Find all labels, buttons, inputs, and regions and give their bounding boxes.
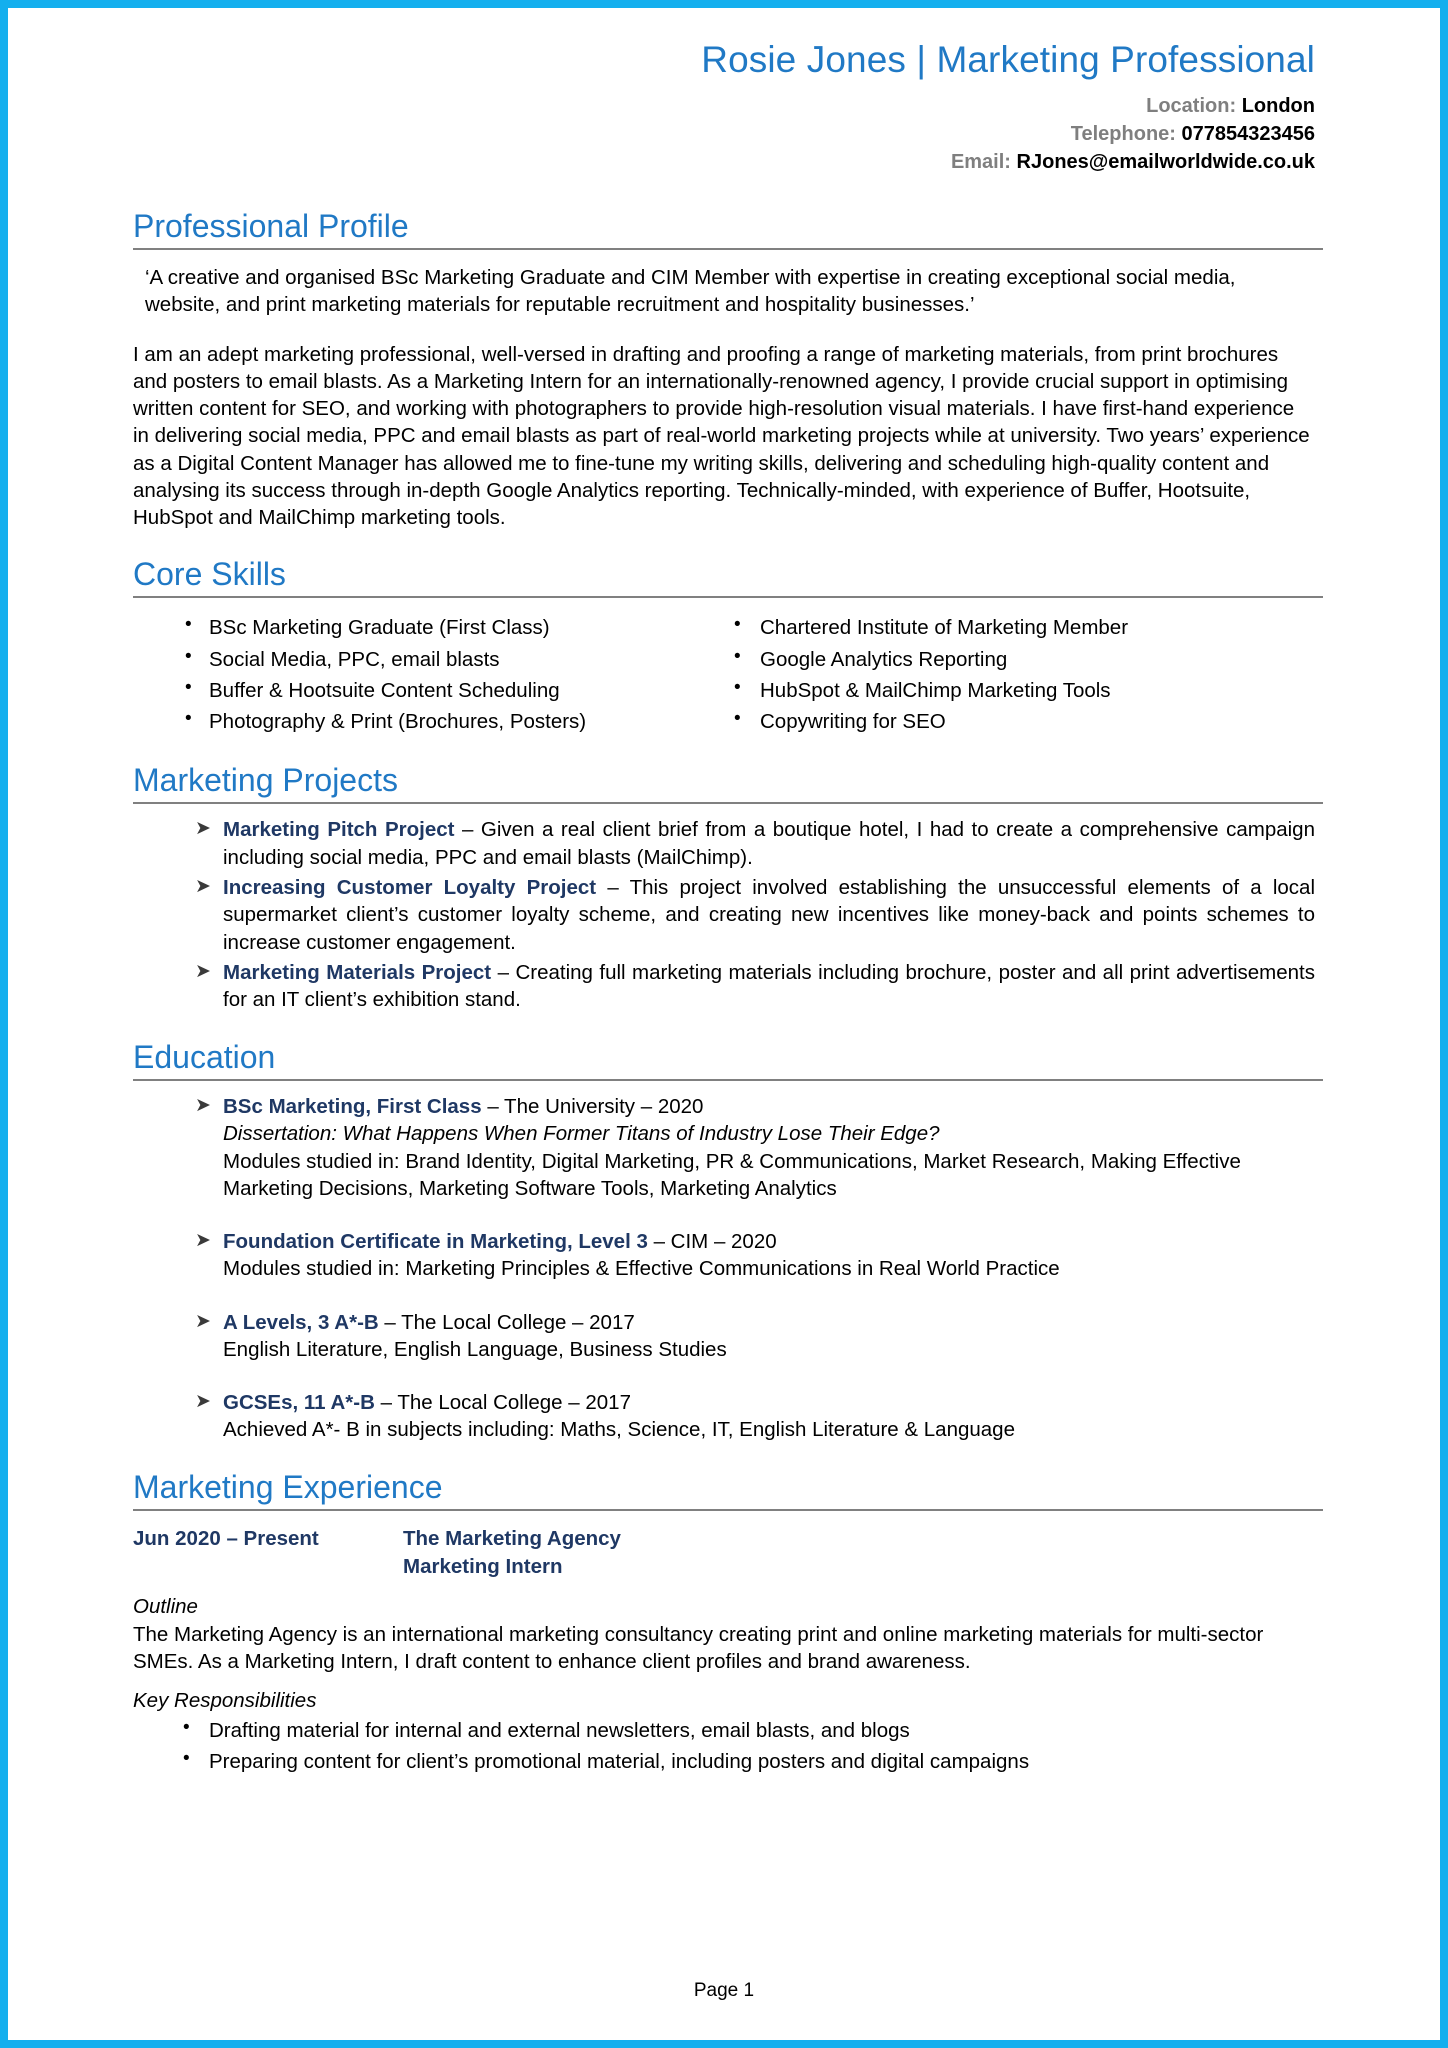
experience-company: The Marketing Agency xyxy=(403,1526,621,1550)
list-item xyxy=(133,1228,1315,1283)
arrow-bullet-icon: ➤ xyxy=(195,875,211,897)
experience-outline-text: The Marketing Agency is an international marketing consultancy creating print and online marketing materials for multi-sector SMEs. As a Marketing Intern, I draft content to enhance client profiles and brand awareness. xyxy=(133,1622,1264,1673)
project-description: – Creating full marketing materials including brochure, poster and all print advertisements for an IT client’s exhibition stand. xyxy=(223,960,1315,1012)
project-description: – This project involved establishing the unsuccessful elements of a local supermarket client’s customer loyalty scheme, and creating new incentives like money-back and points schemes to increase customer engagement. xyxy=(223,875,1316,954)
education-title-line xyxy=(223,1309,1315,1336)
section-heading-projects: Marketing Projects xyxy=(133,762,398,799)
experience-responsibilities-label: Key Responsibilities xyxy=(133,1689,317,1713)
experience-role-header xyxy=(133,1525,1315,1581)
arrow-bullet-icon: ➤ xyxy=(195,1310,211,1332)
project-title: Marketing Materials Project xyxy=(223,960,492,984)
education-qualification: A Levels, 3 A*-B xyxy=(223,1310,379,1334)
list-item xyxy=(133,874,1315,957)
section-marketing-projects xyxy=(133,763,1315,1014)
contact-location-value: London xyxy=(1241,94,1315,117)
section-heading-core-skills: Core Skills xyxy=(133,556,286,593)
education-modules: Achieved A*- B in subjects including: Maths, Science, IT, English Literature & Language xyxy=(223,1418,1015,1442)
arrow-bullet-icon: ➤ xyxy=(195,960,211,982)
list-item: • Social Media, PPC, email blasts xyxy=(133,644,724,675)
list-item xyxy=(133,816,1315,871)
education-institution: – The Local College – 2017 xyxy=(378,1310,635,1334)
contact-location xyxy=(133,92,1315,120)
education-qualification: BSc Marketing, First Class xyxy=(223,1095,482,1119)
contact-location-label: Location: xyxy=(1146,94,1237,117)
project-title: Marketing Pitch Project xyxy=(223,818,455,842)
education-qualification: Foundation Certificate in Marketing, Level 3 xyxy=(223,1230,648,1254)
arrow-bullet-icon: ➤ xyxy=(195,1095,211,1117)
core-skills-right-column xyxy=(724,612,1315,737)
list-item xyxy=(133,1389,1315,1444)
profile-paragraph: I am an adept marketing professional, well-versed in drafting and proofing a range of marketing materials, from print brochures and posters to email blasts. As a Marketing Intern for an internationally-renowned agency, I provide crucial support in optimising written content for SEO, and working with photographers to provide high-resolution visual materials. I have first-hand experience in delivering social media, PPC and email blasts as part of real-world marketing projects while at university. Two years’ experience as a Digital Content Manager has allowed me to fine-tune my writing skills, delivering and scheduling high-quality content and analysing its success through in-depth Google Analytics reporting. Technically-minded, with experience of Buffer, Hootsuite, HubSpot and MailChimp marketing tools. xyxy=(133,342,1310,530)
section-professional-profile xyxy=(133,209,1315,531)
arrow-bullet-icon: ➤ xyxy=(195,1391,211,1413)
list-item: • HubSpot & MailChimp Marketing Tools xyxy=(724,675,1315,706)
core-skills-left-column xyxy=(133,612,724,737)
list-item xyxy=(133,1093,1315,1202)
section-rule-projects xyxy=(133,802,1323,804)
list-item: • Copywriting for SEO xyxy=(724,706,1315,737)
page-title: Rosie Jones | Marketing Professional xyxy=(701,39,1315,80)
list-item: • Photography & Print (Brochures, Posters) xyxy=(133,706,724,737)
project-description: – Given a real client brief from a boutique hotel, I had to create a comprehensive campaign including social media, PPC and email blasts (MailChimp). xyxy=(223,818,1315,869)
document-header xyxy=(133,38,1315,177)
contact-telephone-value: 077854323456 xyxy=(1181,123,1315,146)
profile-quote: ‘A creative and organised BSc Marketing Graduate and CIM Member with expertise in creating exceptional social media, website, and print marketing materials for reputable recruitment and hospitality businesses.’ xyxy=(145,266,1236,317)
arrow-bullet-icon: ➤ xyxy=(195,1230,211,1252)
experience-outline-label: Outline xyxy=(133,1594,198,1618)
section-education xyxy=(133,1040,1315,1444)
list-item: • Drafting material for internal and external newsletters, email blasts, and blogs xyxy=(133,1715,1315,1746)
section-rule-core-skills xyxy=(133,596,1323,598)
experience-responsibilities-list xyxy=(133,1715,1315,1777)
contact-email-label: Email: xyxy=(950,151,1011,174)
section-marketing-experience xyxy=(133,1470,1315,1778)
section-rule-profile xyxy=(133,248,1323,250)
list-item: • Buffer & Hootsuite Content Scheduling xyxy=(133,675,724,706)
education-title-line xyxy=(223,1093,1315,1120)
contact-telephone xyxy=(133,120,1315,148)
education-title-line xyxy=(223,1228,1315,1255)
education-title-line xyxy=(223,1389,1315,1416)
list-item: • BSc Marketing Graduate (First Class) xyxy=(133,612,724,643)
contact-email-value: RJones@emailworldwide.co.uk xyxy=(1016,151,1315,174)
project-title: Increasing Customer Loyalty Project xyxy=(223,875,597,899)
section-heading-profile: Professional Profile xyxy=(133,207,409,244)
contact-email xyxy=(133,148,1315,176)
section-rule-experience xyxy=(133,1509,1323,1511)
list-item: • Preparing content for client’s promotional material, including posters and digital campaigns xyxy=(133,1746,1315,1777)
education-institution: – The University – 2020 xyxy=(481,1095,704,1119)
list-item xyxy=(133,959,1315,1014)
education-modules: English Literature, English Language, Business Studies xyxy=(223,1337,727,1361)
page-footer xyxy=(8,1980,1440,2002)
section-core-skills xyxy=(133,557,1315,737)
page-number: Page 1 xyxy=(693,1980,755,2001)
experience-job-title: Marketing Intern xyxy=(403,1554,563,1578)
experience-dates: Jun 2020 – Present xyxy=(133,1526,319,1550)
education-qualification: GCSEs, 11 A*-B xyxy=(223,1391,375,1415)
education-modules: Modules studied in: Marketing Principles & Effective Communications in Real World Practice xyxy=(223,1257,1060,1281)
education-modules: Modules studied in: Brand Identity, Digital Marketing, PR & Communications, Market Research, Making Effective Marketing Decisions, Marketing Software Tools, Marketing Analytics xyxy=(223,1149,1241,1200)
section-rule-education xyxy=(133,1079,1323,1081)
contact-telephone-label: Telephone: xyxy=(1070,123,1176,146)
education-institution: – The Local College – 2017 xyxy=(374,1391,631,1415)
section-heading-education: Education xyxy=(133,1038,276,1075)
list-item xyxy=(133,1309,1315,1364)
section-heading-experience: Marketing Experience xyxy=(133,1468,443,1505)
education-dissertation: Dissertation: What Happens When Former Titans of Industry Lose Their Edge? xyxy=(223,1122,940,1146)
list-item: • Google Analytics Reporting xyxy=(724,644,1315,675)
education-institution: – CIM – 2020 xyxy=(647,1230,777,1254)
list-item: • Chartered Institute of Marketing Member xyxy=(724,612,1315,643)
arrow-bullet-icon: ➤ xyxy=(195,818,211,840)
